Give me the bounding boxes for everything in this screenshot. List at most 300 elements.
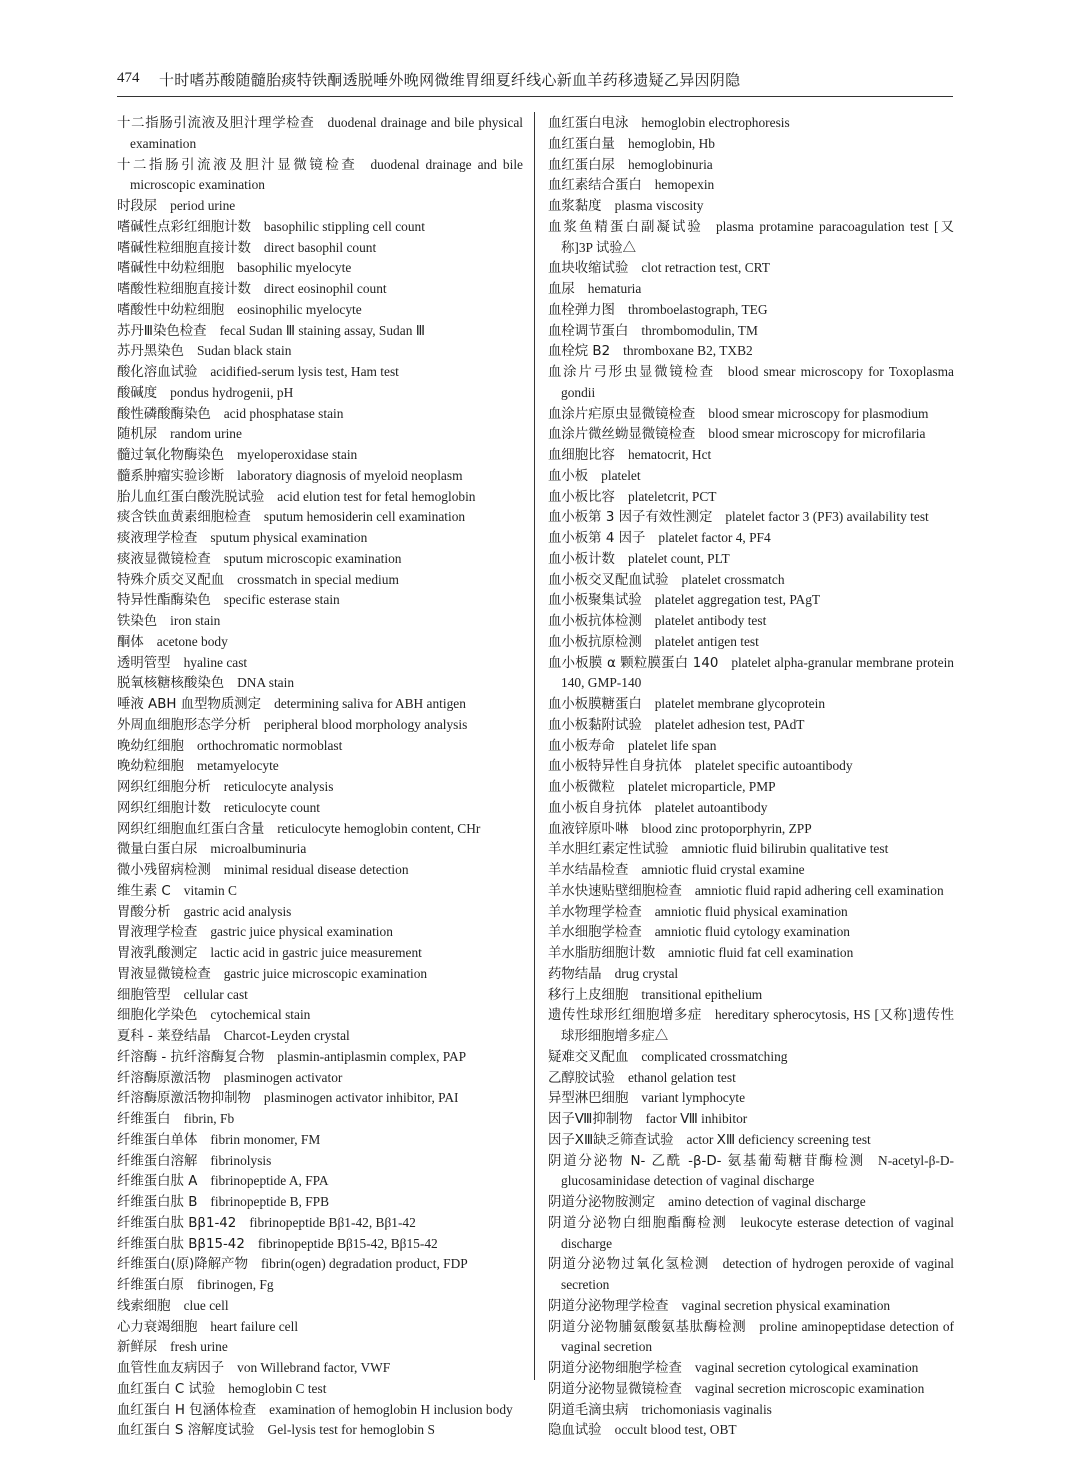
term-english: trichomoniasis vaginalis bbox=[641, 1401, 772, 1417]
glossary-entry bbox=[117, 321, 523, 342]
term-english: proline aminopeptidase detection of vaginal secretion bbox=[561, 1318, 954, 1355]
glossary-entry bbox=[548, 1047, 954, 1068]
glossary-entry bbox=[548, 113, 954, 134]
term-english: reticulocyte hemoglobin content, CHr bbox=[277, 820, 481, 836]
running-header bbox=[117, 68, 953, 97]
left-column bbox=[117, 113, 523, 1441]
term-english: direct eosinophil count bbox=[263, 281, 387, 296]
column-divider bbox=[534, 112, 535, 1380]
term-chinese: 胎儿血红蛋白酸洗脱试验 bbox=[117, 489, 265, 505]
term-chinese: 乙醇胶试验 bbox=[548, 1070, 615, 1086]
term-english: peripheral blood morphology analysis bbox=[263, 716, 468, 732]
term-english: plateletcrit, PCT bbox=[627, 488, 717, 504]
glossary-entry bbox=[548, 1379, 954, 1400]
glossary-entry bbox=[548, 528, 954, 549]
glossary-entry bbox=[548, 1420, 954, 1441]
glossary-entry bbox=[117, 1296, 523, 1317]
term-chinese: 因子Ⅷ抑制物 bbox=[548, 1112, 633, 1127]
glossary-entry bbox=[548, 694, 954, 715]
term-english: variant lymphocyte bbox=[641, 1090, 746, 1106]
term-chinese: 酸性磷酸酶染色 bbox=[117, 406, 211, 422]
term-english: blood smear microscopy for Toxoplasma gondii bbox=[561, 364, 954, 400]
term-chinese: 血小板微粒 bbox=[548, 780, 615, 795]
term-english: thromboxane B2, TXB2 bbox=[623, 343, 753, 359]
term-english: hemoglobin, Hb bbox=[627, 135, 715, 151]
glossary-entry bbox=[117, 985, 523, 1006]
term-chinese: 网织红细胞血红蛋白含量 bbox=[117, 821, 265, 837]
term-english: vitamin C bbox=[183, 882, 237, 898]
term-chinese: 心力衰竭细胞 bbox=[117, 1319, 198, 1335]
term-english: occult blood test, OBT bbox=[614, 1422, 737, 1438]
term-chinese: 血红蛋白量 bbox=[548, 136, 615, 152]
term-chinese: 铁染色 bbox=[117, 614, 158, 629]
term-english: fibrin, Fb bbox=[183, 1111, 235, 1126]
term-english: platelet antigen test bbox=[654, 633, 759, 649]
glossary-entry bbox=[117, 528, 523, 549]
term-english: vaginal secretion microscopic examination bbox=[694, 1380, 925, 1396]
term-english: clue cell bbox=[183, 1297, 229, 1313]
term-english: basophilic stippling cell count bbox=[263, 218, 425, 234]
term-english: myeloperoxidase stain bbox=[237, 447, 358, 462]
term-chinese: 纤溶酶原激活物抑制物 bbox=[117, 1091, 251, 1107]
glossary-entry bbox=[117, 507, 523, 528]
term-chinese: 胃液显微镜检查 bbox=[117, 966, 211, 982]
term-chinese: 血小板抗原检测 bbox=[548, 634, 642, 650]
term-chinese: 血栓调节蛋白 bbox=[548, 323, 629, 339]
term-chinese: 血小板交叉配血试验 bbox=[548, 572, 669, 588]
glossary-entry bbox=[548, 1213, 954, 1255]
glossary-entry bbox=[548, 798, 954, 819]
glossary-entry bbox=[117, 1005, 523, 1026]
term-chinese: 血小板抗体检测 bbox=[548, 614, 642, 629]
term-english: vaginal secretion physical examination bbox=[681, 1297, 891, 1313]
term-english: amniotic fluid fat cell examination bbox=[668, 945, 854, 960]
term-english: microalbuminuria bbox=[210, 841, 307, 857]
term-chinese: 维生素 C bbox=[117, 883, 171, 899]
term-english: amniotic fluid physical examination bbox=[654, 903, 848, 919]
glossary-entry bbox=[117, 756, 523, 777]
term-english: cytochemical stain bbox=[210, 1007, 311, 1023]
glossary-entry bbox=[117, 902, 523, 923]
term-english: thrombomodulin, TM bbox=[641, 322, 758, 338]
term-english: acidified-serum lysis test, Ham test bbox=[210, 364, 399, 379]
glossary-entry bbox=[548, 1109, 954, 1130]
term-english: platelet autoantibody bbox=[654, 799, 768, 815]
glossary-entry bbox=[117, 341, 523, 362]
glossary-entry bbox=[117, 922, 523, 943]
term-english: sputum microscopic examination bbox=[223, 550, 402, 566]
term-chinese: 嗜酸性粒细胞直接计数 bbox=[117, 282, 251, 297]
term-chinese: 嗜碱性粒细胞直接计数 bbox=[117, 240, 251, 256]
term-english: leukocyte esterase detection of vaginal discharge bbox=[561, 1214, 955, 1251]
term-chinese: 纤维蛋白溶解 bbox=[117, 1153, 198, 1169]
term-english: acid elution test for fetal hemoglobin bbox=[277, 488, 476, 504]
glossary-entry bbox=[548, 860, 954, 881]
term-english: examination of hemoglobin H inclusion body bbox=[269, 1401, 513, 1417]
term-english: plasminogen activator bbox=[223, 1069, 343, 1085]
term-english: sputum hemosiderin cell examination bbox=[263, 509, 466, 525]
term-chinese: 药物结晶 bbox=[548, 966, 602, 982]
term-chinese: 血管性血友病因子 bbox=[117, 1361, 225, 1376]
term-english: amniotic fluid rapid adhering cell examination bbox=[694, 882, 944, 898]
term-english: hemoglobin C test bbox=[228, 1380, 327, 1396]
glossary-entry bbox=[117, 964, 523, 985]
glossary-entry bbox=[117, 611, 523, 632]
term-chinese: 胃液理学检查 bbox=[117, 925, 198, 941]
glossary-entry bbox=[117, 673, 523, 694]
term-english: platelet life span bbox=[627, 737, 717, 753]
term-english: crossmatch in special medium bbox=[237, 571, 399, 587]
term-english: fibrinogen, Fg bbox=[196, 1277, 274, 1292]
term-chinese: 血小板比容 bbox=[548, 489, 615, 505]
term-english: blood smear microscopy for plasmodium bbox=[708, 405, 929, 421]
term-chinese: 血小板特异性自身抗体 bbox=[548, 759, 682, 775]
term-english: duodenal drainage and bile physical examination bbox=[130, 115, 524, 151]
term-english: von Willebrand factor, VWF bbox=[237, 1360, 391, 1375]
running-header-title: 十时嗜苏酸随髓胎痰特铁酮透脱唾外晚网微维胃细夏纤线心新血羊药移遗疑乙异因阴隐 bbox=[159, 71, 741, 89]
glossary-entry bbox=[117, 1337, 523, 1358]
glossary-entry bbox=[548, 819, 954, 840]
term-chinese: 血红蛋白 H 包涵体检查 bbox=[117, 1402, 257, 1418]
glossary-entry bbox=[548, 1317, 954, 1359]
term-english: period urine bbox=[170, 198, 236, 213]
glossary-entry bbox=[548, 404, 954, 425]
term-english: platelet crossmatch bbox=[681, 571, 785, 587]
term-chinese: 血块收缩试验 bbox=[548, 261, 629, 277]
glossary-entry bbox=[117, 943, 523, 964]
glossary-entry bbox=[548, 217, 954, 259]
term-chinese: 胃液乳酸测定 bbox=[117, 946, 198, 961]
glossary-entry bbox=[117, 217, 523, 238]
term-chinese: 酮体 bbox=[117, 634, 144, 650]
term-chinese: 纤溶酶原激活物 bbox=[117, 1070, 211, 1086]
glossary-entry bbox=[117, 736, 523, 757]
term-chinese: 夏科 - 莱登结晶 bbox=[117, 1029, 211, 1044]
glossary-entry bbox=[548, 611, 954, 632]
term-chinese: 血红蛋白 S 溶解度试验 bbox=[117, 1423, 255, 1439]
term-english: fibrin monomer, FM bbox=[210, 1131, 321, 1147]
term-chinese: 血浆黏度 bbox=[548, 199, 602, 214]
term-english: reticulocyte analysis bbox=[223, 779, 334, 794]
glossary-entry bbox=[548, 839, 954, 860]
term-english: basophilic myelocyte bbox=[237, 260, 352, 276]
glossary-entry bbox=[117, 300, 523, 321]
term-english: fecal Sudan Ⅲ staining assay, Sudan Ⅲ bbox=[219, 322, 425, 338]
term-chinese: 纤维蛋白肽 B bbox=[117, 1195, 198, 1210]
term-english: duodenal drainage and bile microscopic examination bbox=[130, 156, 524, 193]
glossary-entry bbox=[117, 155, 523, 197]
glossary-entry bbox=[117, 1317, 523, 1338]
glossary-entry bbox=[548, 424, 954, 445]
term-chinese: 异型淋巴细胞 bbox=[548, 1091, 629, 1107]
term-english: clot retraction test, CRT bbox=[641, 260, 770, 276]
glossary-entry bbox=[117, 549, 523, 570]
glossary-entry bbox=[117, 238, 523, 259]
term-chinese: 酸化溶血试验 bbox=[117, 365, 198, 380]
glossary-entry bbox=[548, 321, 954, 342]
term-english: sputum physical examination bbox=[210, 530, 368, 545]
term-chinese: 十二指肠引流液及胆汁显微镜检查 bbox=[117, 157, 358, 173]
term-english: plasma viscosity bbox=[614, 198, 704, 213]
term-english: platelet membrane glycoprotein bbox=[654, 696, 826, 711]
term-chinese: 血小板黏附试验 bbox=[548, 717, 642, 733]
term-chinese: 纤维蛋白(原)降解产物 bbox=[117, 1257, 248, 1273]
glossary-entry bbox=[117, 1420, 523, 1441]
glossary-entry bbox=[117, 196, 523, 217]
term-english: heart failure cell bbox=[210, 1318, 299, 1334]
term-english: complicated crossmatching bbox=[641, 1048, 788, 1064]
glossary-entry bbox=[548, 985, 954, 1006]
glossary-entry bbox=[117, 1379, 523, 1400]
glossary-entry bbox=[117, 383, 523, 404]
term-chinese: 痰液显微镜检查 bbox=[117, 551, 211, 567]
glossary-entry bbox=[548, 1358, 954, 1379]
term-chinese: 细胞管型 bbox=[117, 987, 171, 1003]
term-chinese: 血细胞比容 bbox=[548, 448, 615, 463]
term-english: pondus hydrogenii, pH bbox=[170, 384, 294, 400]
glossary-entry bbox=[117, 487, 523, 508]
term-chinese: 羊水快速贴壁细胞检查 bbox=[548, 883, 682, 899]
glossary-entry bbox=[117, 404, 523, 425]
glossary-entry bbox=[117, 258, 523, 279]
term-chinese: 晚幼粒细胞 bbox=[117, 759, 184, 775]
term-chinese: 羊水物理学检查 bbox=[548, 904, 642, 920]
term-chinese: 痰含铁血黄素细胞检查 bbox=[117, 510, 251, 526]
term-english: hematocrit, Hct bbox=[627, 447, 712, 462]
glossary-entry bbox=[117, 1171, 523, 1192]
term-english: eosinophilic myelocyte bbox=[237, 301, 362, 317]
glossary-entry bbox=[117, 1254, 523, 1275]
glossary-entry bbox=[548, 487, 954, 508]
term-chinese: 微量白蛋白尿 bbox=[117, 842, 198, 858]
term-english: laboratory diagnosis of myeloid neoplasm bbox=[237, 467, 463, 483]
term-chinese: 酸碱度 bbox=[117, 385, 158, 401]
term-english: plasmin-antiplasmin complex, PAP bbox=[277, 1048, 467, 1064]
term-chinese: 血小板计数 bbox=[548, 551, 615, 567]
glossary-entry bbox=[548, 736, 954, 757]
term-chinese: 脱氧核糖核酸染色 bbox=[117, 676, 225, 692]
term-english: fibrin(ogen) degradation product, FDP bbox=[260, 1256, 468, 1272]
term-english: hemopexin bbox=[654, 177, 715, 193]
glossary-entry bbox=[548, 964, 954, 985]
term-chinese: 苏丹黑染色 bbox=[117, 344, 184, 360]
glossary-entry bbox=[117, 839, 523, 860]
glossary-entry bbox=[117, 590, 523, 611]
term-chinese: 移行上皮细胞 bbox=[548, 987, 629, 1003]
term-chinese: 髓系肿瘤实验诊断 bbox=[117, 468, 225, 484]
glossary-entry bbox=[117, 1047, 523, 1068]
term-english: platelet factor 3 (PF3) availability test bbox=[725, 509, 929, 525]
glossary-entry bbox=[117, 1400, 523, 1421]
term-english: platelet count, PLT bbox=[627, 550, 730, 566]
term-chinese: 羊水细胞学检查 bbox=[548, 925, 642, 941]
glossary-entry bbox=[117, 1130, 523, 1151]
term-english: direct basophil count bbox=[263, 239, 377, 255]
term-chinese: 阴道毛滴虫病 bbox=[548, 1402, 629, 1418]
term-chinese: 特殊介质交叉配血 bbox=[117, 572, 225, 588]
right-column bbox=[548, 113, 954, 1441]
glossary-entry bbox=[548, 300, 954, 321]
glossary-entry bbox=[117, 1026, 523, 1047]
term-english: random urine bbox=[170, 426, 242, 442]
term-english: platelet bbox=[601, 467, 641, 483]
term-chinese: 遗传性球形红细胞增多症 bbox=[548, 1008, 702, 1024]
term-chinese: 因子ⅩⅢ缺乏筛查试验 bbox=[548, 1132, 674, 1148]
term-english: transitional epithelium bbox=[641, 986, 763, 1002]
glossary-entry bbox=[117, 694, 523, 715]
term-chinese: 血涂片微丝蚴显微镜检查 bbox=[548, 427, 696, 443]
term-english: N-acetyl-β-D-glucosaminidase detection of vaginal discharge bbox=[561, 1152, 954, 1189]
term-english: thromboelastograph, TEG bbox=[627, 301, 768, 317]
term-chinese: 羊水脂肪细胞计数 bbox=[548, 946, 656, 961]
term-chinese: 晚幼红细胞 bbox=[117, 738, 184, 754]
term-chinese: 胃酸分析 bbox=[117, 904, 171, 920]
term-chinese: 血栓烷 B2 bbox=[548, 344, 611, 360]
term-chinese: 阴道分泌物白细胞酯酶检测 bbox=[548, 1215, 728, 1231]
glossary-entry bbox=[117, 798, 523, 819]
term-chinese: 血小板聚集试验 bbox=[548, 593, 642, 609]
glossary-entry bbox=[548, 1400, 954, 1421]
term-english: DNA stain bbox=[237, 675, 295, 691]
glossary-entry bbox=[548, 1068, 954, 1089]
term-chinese: 隐血试验 bbox=[548, 1423, 602, 1439]
glossary-entry bbox=[548, 881, 954, 902]
term-chinese: 血小板第 3 因子有效性测定 bbox=[548, 510, 713, 526]
term-english: ethanol gelation test bbox=[627, 1069, 736, 1085]
term-english: cellular cast bbox=[183, 986, 248, 1002]
glossary-entry bbox=[548, 590, 954, 611]
term-english: hemoglobinuria bbox=[627, 156, 713, 172]
term-chinese: 血红蛋白电泳 bbox=[548, 116, 629, 131]
glossary-entry bbox=[117, 1088, 523, 1109]
term-english: specific esterase stain bbox=[223, 592, 340, 608]
term-chinese: 网织红细胞计数 bbox=[117, 800, 211, 816]
glossary-entry bbox=[117, 1234, 523, 1255]
term-english: gastric juice physical examination bbox=[210, 924, 393, 940]
glossary-entry bbox=[117, 860, 523, 881]
term-chinese: 血小板寿命 bbox=[548, 738, 615, 754]
term-chinese: 阴道分泌物脯氨酸氨基肽酶检测 bbox=[548, 1319, 747, 1335]
term-chinese: 随机尿 bbox=[117, 427, 158, 443]
term-english: factor Ⅷ inhibitor bbox=[645, 1111, 748, 1126]
page-number: 474 bbox=[117, 70, 140, 86]
term-chinese: 特异性酯酶染色 bbox=[117, 593, 211, 609]
glossary-entry bbox=[548, 570, 954, 591]
glossary-entry bbox=[548, 549, 954, 570]
term-english: determining saliva for ABH antigen bbox=[274, 696, 466, 711]
term-english: amniotic fluid crystal examine bbox=[641, 862, 805, 877]
term-english: hematuria bbox=[587, 281, 642, 296]
term-english: minimal residual disease detection bbox=[223, 862, 409, 877]
term-english: blood smear microscopy for microfilaria bbox=[708, 426, 926, 442]
glossary-entry bbox=[117, 881, 523, 902]
term-english: drug crystal bbox=[614, 965, 679, 981]
term-chinese: 阴道分泌物胺测定 bbox=[548, 1195, 656, 1210]
term-chinese: 时段尿 bbox=[117, 199, 158, 214]
glossary-entry bbox=[548, 341, 954, 362]
term-english: hyaline cast bbox=[183, 654, 248, 670]
glossary-entry bbox=[548, 279, 954, 300]
term-english: fresh urine bbox=[170, 1339, 228, 1355]
term-english: hemoglobin electrophoresis bbox=[641, 115, 790, 130]
term-chinese: 血液锌原卟啉 bbox=[548, 821, 629, 837]
glossary-entry bbox=[117, 819, 523, 840]
term-chinese: 血红蛋白 C 试验 bbox=[117, 1381, 216, 1397]
term-chinese: 纤维蛋白单体 bbox=[117, 1132, 198, 1148]
glossary-entry bbox=[548, 943, 954, 964]
term-english: vaginal secretion cytological examination bbox=[694, 1360, 919, 1375]
glossary-entry bbox=[548, 653, 954, 695]
glossary-entry bbox=[548, 756, 954, 777]
glossary-entry bbox=[117, 632, 523, 653]
term-english: fibrinopeptide A, FPA bbox=[210, 1173, 329, 1189]
glossary-entry bbox=[117, 1213, 523, 1234]
term-english: lactic acid in gastric juice measurement bbox=[210, 945, 422, 960]
glossary-entry bbox=[548, 466, 954, 487]
glossary-entry bbox=[548, 362, 954, 404]
glossary-entry bbox=[117, 570, 523, 591]
term-chinese: 疑难交叉配血 bbox=[548, 1049, 629, 1065]
glossary-entry bbox=[548, 1130, 954, 1151]
term-english: fibrinolysis bbox=[210, 1152, 272, 1168]
glossary-entry bbox=[117, 1068, 523, 1089]
term-chinese: 血尿 bbox=[548, 282, 575, 297]
glossary-entry bbox=[117, 445, 523, 466]
glossary-entry bbox=[548, 715, 954, 736]
term-chinese: 外周血细胞形态学分析 bbox=[117, 717, 251, 733]
term-chinese: 嗜碱性中幼粒细胞 bbox=[117, 261, 225, 277]
glossary-entry bbox=[117, 424, 523, 445]
term-chinese: 细胞化学染色 bbox=[117, 1008, 198, 1024]
glossary-entry bbox=[548, 1192, 954, 1213]
term-chinese: 血栓弹力图 bbox=[548, 302, 615, 318]
glossary-entry bbox=[117, 1109, 523, 1130]
glossary-entry bbox=[548, 258, 954, 279]
term-english: actor ⅩⅢ deficiency screening test bbox=[686, 1131, 871, 1147]
term-english: acid phosphatase stain bbox=[223, 405, 344, 421]
glossary-entry bbox=[548, 1088, 954, 1109]
term-chinese: 嗜酸性中幼粒细胞 bbox=[117, 302, 225, 318]
glossary-entry bbox=[117, 1192, 523, 1213]
term-english: platelet factor 4, PF4 bbox=[658, 530, 771, 545]
term-english: iron stain bbox=[170, 613, 221, 628]
term-english: amino detection of vaginal discharge bbox=[668, 1194, 866, 1209]
term-english: amniotic fluid cytology examination bbox=[654, 924, 850, 940]
term-chinese: 痰液理学检查 bbox=[117, 531, 198, 546]
glossary-entry bbox=[548, 902, 954, 923]
term-chinese: 羊水结晶检查 bbox=[548, 863, 629, 878]
term-english: platelet specific autoantibody bbox=[694, 758, 853, 774]
term-chinese: 血小板膜 α 颗粒膜蛋白 140 bbox=[548, 655, 719, 671]
term-chinese: 苏丹Ⅲ染色检查 bbox=[117, 323, 207, 339]
term-english: platelet alpha-granular membrane protein 140, GMP-140 bbox=[561, 654, 954, 691]
glossary-entry bbox=[548, 507, 954, 528]
term-chinese: 纤维蛋白 bbox=[117, 1112, 171, 1127]
glossary-entry bbox=[548, 134, 954, 155]
term-chinese: 纤维蛋白肽 Bβ1-42 bbox=[117, 1215, 237, 1231]
term-english: fibrinopeptide Bβ1-42, Bβ1-42 bbox=[249, 1214, 416, 1230]
term-chinese: 新鲜尿 bbox=[117, 1340, 158, 1356]
term-chinese: 血小板第 4 因子 bbox=[548, 531, 646, 546]
glossary-entry bbox=[117, 777, 523, 798]
glossary-entry bbox=[117, 113, 523, 155]
term-chinese: 血涂片弓形虫显微镜检查 bbox=[548, 365, 715, 380]
term-chinese: 网织红细胞分析 bbox=[117, 780, 211, 795]
term-english: platelet aggregation test, PAgT bbox=[654, 592, 821, 608]
term-english: reticulocyte count bbox=[223, 799, 321, 815]
term-chinese: 纤溶酶 - 抗纤溶酶复合物 bbox=[117, 1049, 265, 1065]
glossary-entry bbox=[548, 1005, 954, 1047]
